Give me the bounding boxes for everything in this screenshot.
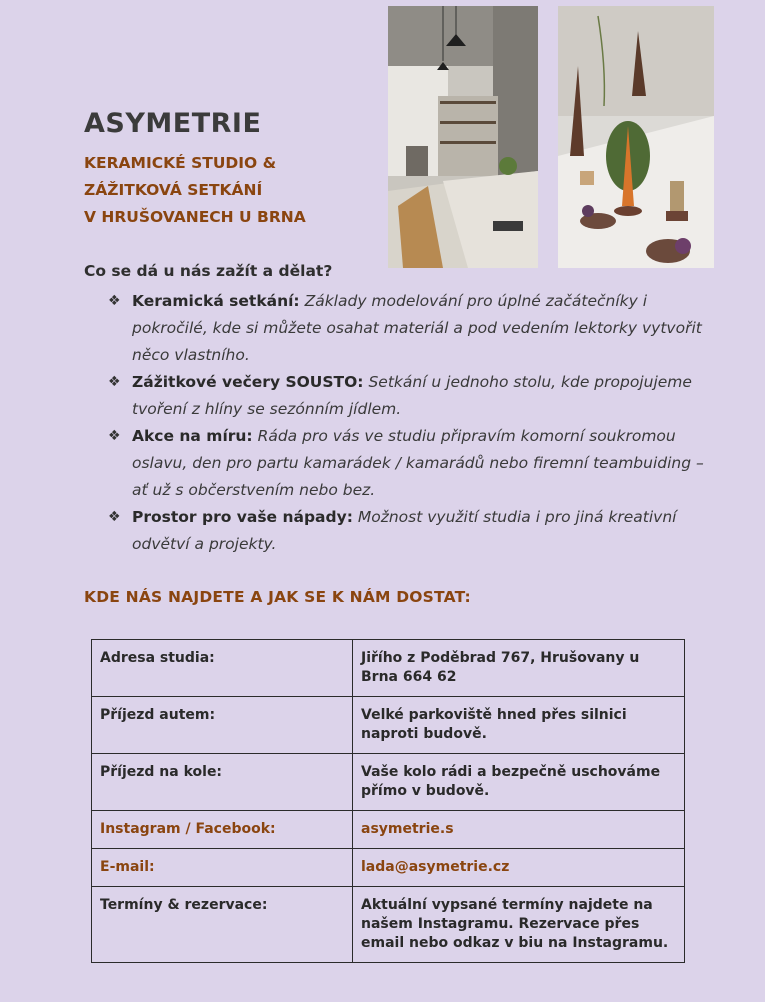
page-subtitle (84, 150, 306, 231)
subtitle-line: ZÁŽITKOVÁ SETKÁNÍ (84, 181, 263, 199)
booking-value: Aktuální vypsané termíny najdete na našem Instagramu. Rezervace přes email nebo odkaz v biu na Instagramu. (353, 887, 685, 963)
list-item (108, 369, 708, 423)
table-row (92, 640, 685, 697)
activity-description: Setkání u jednoho stolu, kde propojujeme tvoření z hlíny se sezónním jídlem. (132, 373, 692, 418)
activity-term: Zážitkové večery SOUSTO: (132, 373, 364, 391)
booking-label: Termíny & rezervace: (92, 887, 353, 963)
social-handle-link[interactable]: asymetrie.s (353, 811, 685, 849)
diamond-bullet-icon: ❖ (108, 374, 121, 390)
activity-term: Keramická setkání: (132, 292, 300, 310)
activities-list (108, 288, 708, 558)
car-access-value: Velké parkoviště hned přes silnici naproti budově. (353, 697, 685, 754)
bike-access-value: Vaše kolo rádi a bezpečně uschováme přímo v budově. (353, 754, 685, 811)
car-access-label: Příjezd autem: (92, 697, 353, 754)
intro-question: Co se dá u nás zažít a dělat? (84, 262, 333, 280)
activity-description: Ráda pro vás ve studiu připravím komorní soukromou oslavu, den pro partu kamarádek / kamarádů nebo firemní teambuiding – ať už s občerstvením nebo bez. (132, 427, 704, 499)
table-row (92, 754, 685, 811)
table-row (92, 697, 685, 754)
activity-description: Možnost využití studia i pro jiná kreativní odvětví a projekty. (132, 508, 677, 553)
location-heading: KDE NÁS NAJDETE A JAK SE K NÁM DOSTAT: (84, 588, 471, 606)
info-table (91, 639, 685, 963)
subtitle-line: V HRUŠOVANECH U BRNA (84, 208, 306, 226)
studio-interior-photo (388, 6, 538, 268)
email-label: E-mail: (92, 849, 353, 887)
list-item (108, 423, 708, 504)
address-label: Adresa studia: (92, 640, 353, 697)
subtitle-line: KERAMICKÉ STUDIO & (84, 154, 277, 172)
activity-term: Akce na míru: (132, 427, 253, 445)
activity-description: Základy modelování pro úplné začátečníky i pokročilé, kde si můžete osahat materiál a pod vedením lektorky vytvořit něco vlastního. (132, 292, 702, 364)
bike-access-label: Příjezd na kole: (92, 754, 353, 811)
diamond-bullet-icon: ❖ (108, 428, 121, 444)
email-link[interactable]: lada@asymetrie.cz (353, 849, 685, 887)
activity-term: Prostor pro vaše nápady: (132, 508, 353, 526)
list-item (108, 288, 708, 369)
ceramics-table-photo (558, 6, 714, 268)
page-title: ASYMETRIE (84, 108, 262, 139)
list-item (108, 504, 708, 558)
table-row (92, 811, 685, 849)
table-row (92, 849, 685, 887)
social-label: Instagram / Facebook: (92, 811, 353, 849)
table-row (92, 887, 685, 963)
address-value: Jiřího z Poděbrad 767, Hrušovany u Brna 664 62 (353, 640, 685, 697)
diamond-bullet-icon: ❖ (108, 293, 121, 309)
diamond-bullet-icon: ❖ (108, 509, 121, 525)
